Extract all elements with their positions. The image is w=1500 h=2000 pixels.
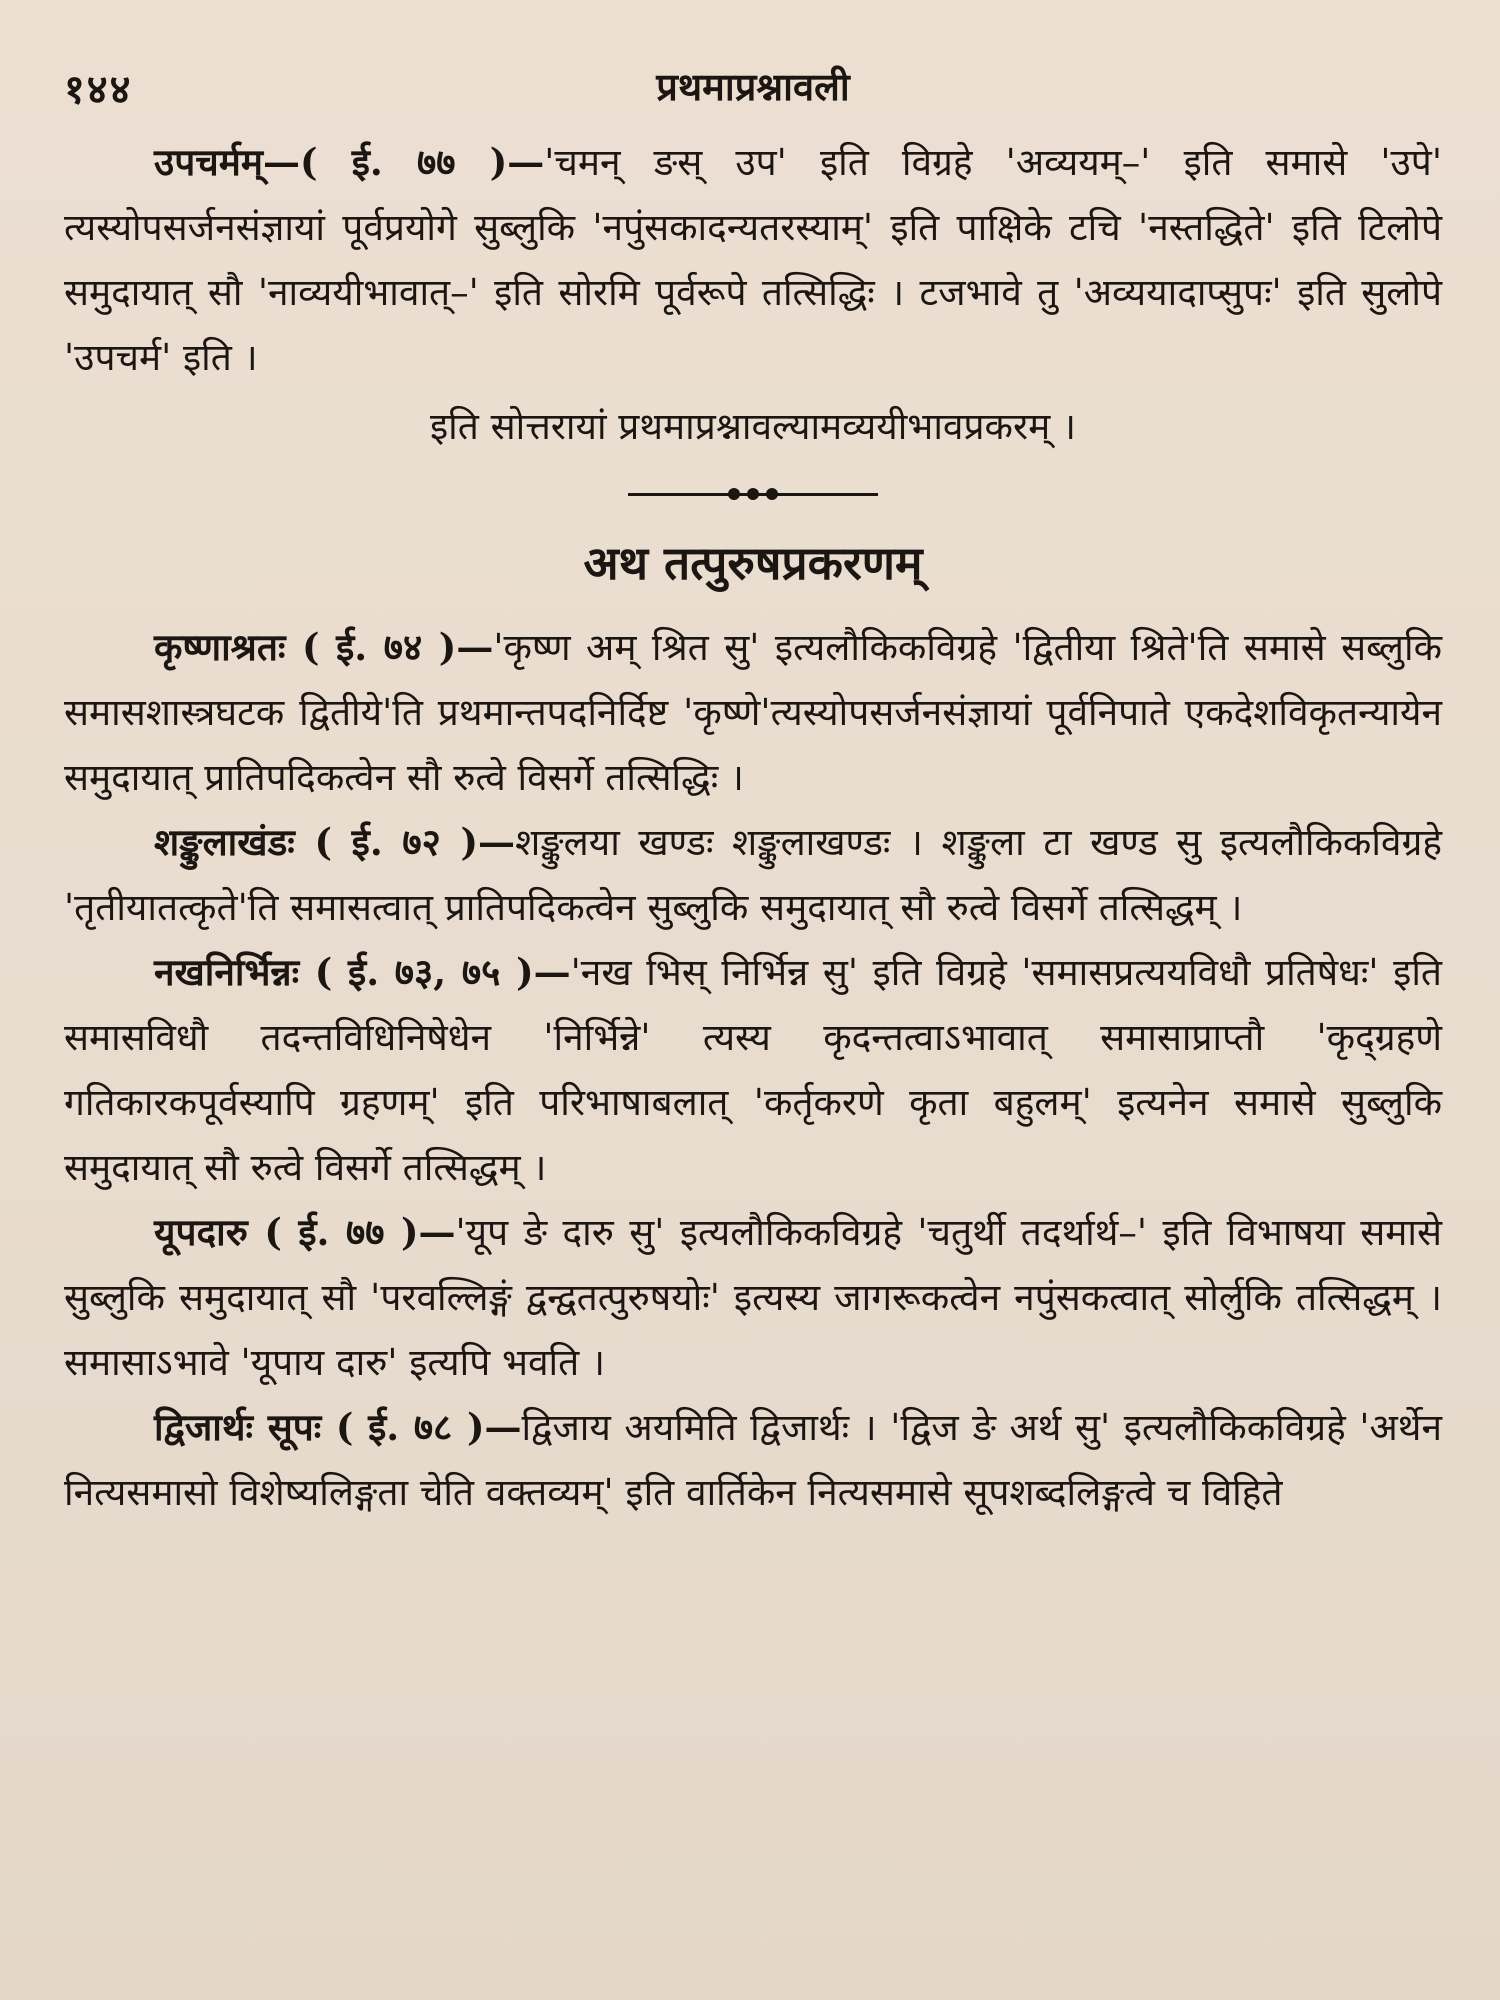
paragraph-text: 'यूप ङे दारु सु' इत्यलौकिकविग्रहे 'चतुर्थी तदर्थार्थ–' इति विभाषया समासे सुब्लुकि समुदायात् सौ 'परवल्लिङ्गं द्वन्द्वतत्पुरुषयोः' इत्यस्य जागरूकत्वेन नपुंसकत्वात् सोर्लुकि तत्सिद्धम् । समासाऽभावे 'यूपाय दारु' इत्यपि भवति ।: [64, 1211, 1442, 1384]
headword: द्विजार्थः सूपः ( ई. ७८ )—: [154, 1405, 522, 1449]
headword: शङ्कुलाखंडः ( ई. ७२ )—: [154, 820, 516, 864]
paragraph-text: 'चमन् ङस् उप' इति विग्रहे 'अव्ययम्–' इति समासे 'उपे' त्यस्योपसर्जनसंज्ञायां पूर्वप्रयोगे सुब्लुकि 'नपुंसकादन्यतरस्याम्' इति पाक्षिके टचि 'नस्तद्धिते' इति टिलोपे समुदायात् सौ 'नाव्ययीभावात्–' इति सोरमि पूर्वरूपे तत्सिद्धिः । टजभावे तु 'अव्ययादाप्सुपः' इति सुलोपे 'उपचर्म' इति ।: [64, 141, 1442, 379]
section-colophon: इति सोत्तरायां प्रथमाप्रश्नावल्यामव्ययीभावप्रकरम् ।: [430, 405, 1076, 448]
paragraph-upacharmam: [64, 130, 1442, 390]
headword: नखनिर्भिन्नः ( ई. ७३, ७५ )—: [154, 950, 571, 994]
page-header: [64, 60, 1442, 130]
ornamental-divider: [628, 483, 878, 505]
paragraph-text: 'कृष्ण अम् श्रित सु' इत्यलौकिकविग्रहे 'द्वितीया श्रिते'ति समासे सब्लुकि समासशास्त्रघटक द्वितीये'ति प्रथमान्तपदनिर्दिष्ट 'कृष्णे'त्यस्योपसर्जनसंज्ञायां पूर्वनिपाते एकदेशविकृतन्यायेन समुदायात् प्रातिपदिकत्वेन सौ रुत्वे विसर्गे तत्सिद्धिः ।: [64, 626, 1442, 799]
paragraph-dvijarthah: [64, 1395, 1442, 1525]
headword: यूपदारु ( ई. ७७ )—: [154, 1210, 456, 1254]
paragraph-nakhanirbhinnah: [64, 940, 1442, 1200]
paragraph-yupadaru: [64, 1200, 1442, 1395]
paragraph-krishnashritah: [64, 615, 1442, 810]
headword: कृष्णाश्रतः ( ई. ७४ )—: [154, 625, 494, 669]
paragraph-text: 'नख भिस् निर्भिन्न सु' इति विग्रहे 'समासप्रत्ययविधौ प्रतिषेधः' इति समासविधौ तदन्तविधिनिषेधेन 'निर्भिन्ने' त्यस्य कृदन्तत्वाऽभावात् समासाप्राप्तौ 'कृद्ग्रहणे गतिकारकपूर्वस्यापि ग्रहणम्' इति परिभाषाबलात् 'कर्तृकरणे कृता बहुलम्' इत्यनेन समासे सुब्लुकि समुदायात् सौ रुत्वे विसर्गे तत्सिद्धम् ।: [64, 951, 1442, 1189]
paragraph-shankulakhandah: [64, 810, 1442, 940]
paragraph-text: शङ्कुलया खण्डः शङ्कुलाखण्डः । शङ्कुला टा खण्ड सु इत्यलौकिकविग्रहे 'तृतीयातत्कृते'ति समासत्वात् प्रातिपदिकत्वेन सुब्लुकि समुदायात् सौ रुत्वे विसर्गे तत्सिद्धम् ।: [64, 821, 1442, 929]
running-title: प्रथमाप्रश्नावली: [656, 64, 850, 109]
headword: उपचर्मम्—( ई. ७७ )—: [154, 140, 545, 184]
page-number: १४४: [64, 66, 133, 113]
paragraph-text: द्विजाय अयमिति द्विजार्थः । 'द्विज ङे अर्थ सु' इत्यलौकिकविग्रहे 'अर्थेन नित्यसमासो विशेष्यलिङ्गता चेति वक्तव्यम्' इति वार्तिकेन नित्यसमासे सूपशब्दलिङ्गत्वे च विहिते: [64, 1406, 1442, 1514]
section-heading: अथ तत्पुरुषप्रकरणम्: [583, 536, 923, 590]
